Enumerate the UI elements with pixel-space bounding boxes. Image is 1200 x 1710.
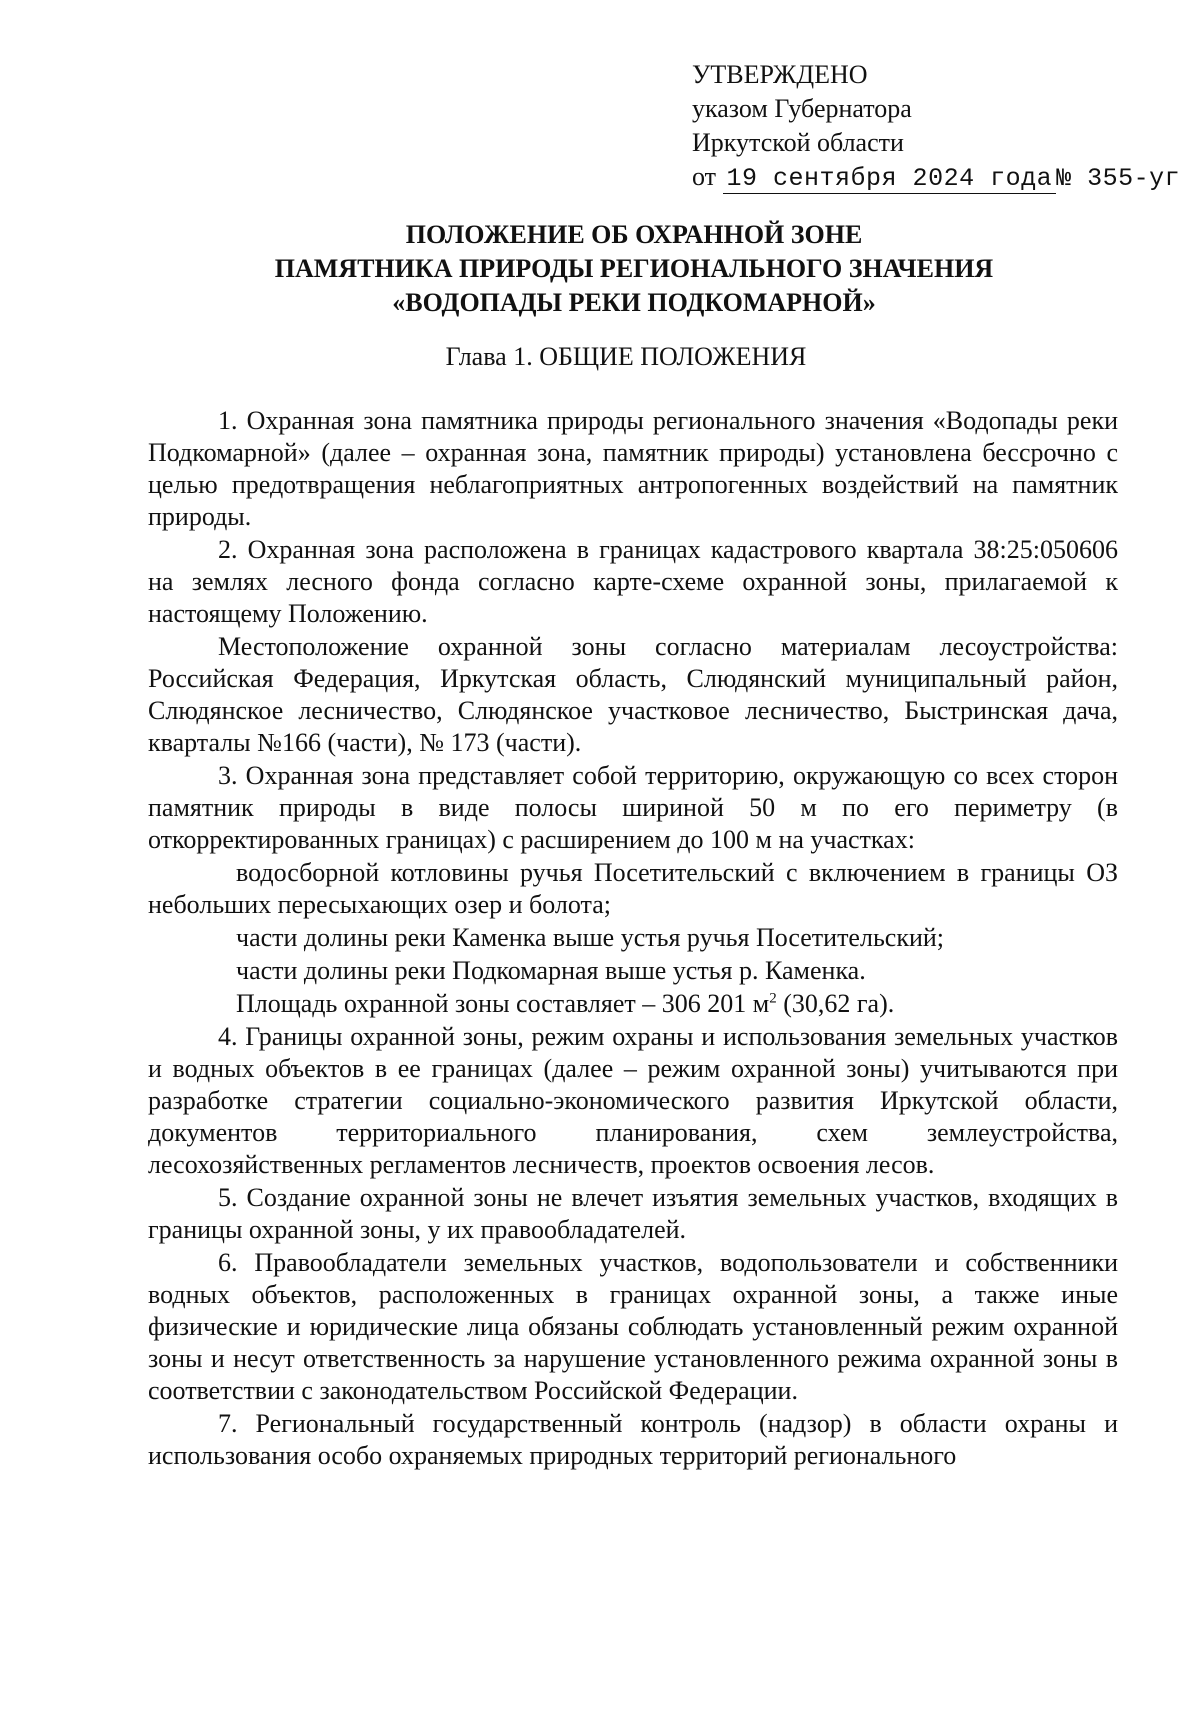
paragraph-2: 2. Охранная зона расположена в границах кадастрового квартала 38:25:050606 на землях лесного фонда согласно карте-схеме охранной зоны, прилагаемой к настоящему Положению.: [148, 535, 1118, 628]
approval-decree: указом Губернатора: [692, 94, 912, 123]
area-hectares: (30,62 га).: [776, 989, 895, 1018]
document-body: [148, 405, 1118, 1473]
title-line-2: ПАМЯТНИКА ПРИРОДЫ РЕГИОНАЛЬНОГО ЗНАЧЕНИЯ: [274, 254, 994, 283]
approval-region: Иркутской области: [692, 128, 904, 157]
area-text: Площадь охранной зоны составляет – 306 201 м: [236, 989, 770, 1018]
date-prefix: от: [692, 162, 717, 191]
approval-date: 19 сентября 2024 года: [723, 164, 1057, 194]
title-line-3: «ВОДОПАДЫ РЕКИ ПОДКОМАРНОЙ»: [392, 288, 876, 317]
paragraph-1: 1. Охранная зона памятника природы регионального значения «Водопады реки Подкомарной» (далее – охранная зона, памятник природы) установлена бессрочно с целью предотвращения неблагоприятных антропогенных воздействий на памятник природы.: [148, 406, 1118, 531]
list-item-podkomarnaya: части долины реки Подкомарная выше устья р. Каменка.: [236, 956, 866, 985]
approval-status: УТВЕРЖДЕНО: [692, 60, 868, 89]
area-superscript: 2: [769, 990, 777, 1007]
paragraph-6: 6. Правообладатели земельных участков, водопользователи и собственники водных объектов, расположенных в границах охранной зоны, а также иные физические и юридические лица обязаны соблюдать установленный режим охранной зоны и несут ответственность за нарушение установленного режима охранной зоны в соответствии с законодательством Российской Федерации.: [148, 1248, 1118, 1405]
chapter-heading: Глава 1. ОБЩИЕ ПОЛОЖЕНИЯ: [445, 342, 807, 371]
approval-number: № 355-уг: [1056, 164, 1181, 193]
paragraph-area: [148, 988, 1118, 1020]
paragraph-location: Местоположение охранной зоны согласно материалам лесоустройства: Российская Федерация, Иркутская область, Слюдянский муниципальный район, Слюдянское лесничество, Слюдянское участковое лесничество, Быстринская дача, кварталы №166 (части), № 173 (части).: [148, 632, 1118, 757]
list-item-basin: водосборной котловины ручья Посетительский с включением в границы ОЗ небольших пересыхающих озер и болота;: [148, 858, 1118, 919]
paragraph-7: 7. Региональный государственный контроль (надзор) в области охраны и использования особо охраняемых природных территорий регионального: [148, 1409, 1118, 1470]
approval-date-line: [692, 160, 1180, 196]
document-title: [0, 218, 1200, 320]
paragraph-4: 4. Границы охранной зоны, режим охраны и использования земельных участков и водных объектов в ее границах (далее – режим охранной зоны) учитываются при разработке стратегии социально-экономического развития Иркутской области, документов территориального планирования, схем землеустройства, лесохозяйственных регламентов лесничеств, проектов освоения лесов.: [148, 1022, 1118, 1179]
list-item-kamenka: части долины реки Каменка выше устья ручья Посетительский;: [236, 923, 945, 952]
title-line-1: ПОЛОЖЕНИЕ ОБ ОХРАННОЙ ЗОНЕ: [405, 220, 863, 249]
approval-block: [692, 58, 1180, 196]
paragraph-3: 3. Охранная зона представляет собой территорию, окружающую со всех сторон памятник природы в виде полосы шириной 50 м по его периметру (в откорректированных границах) с расширением до 100 м на участках:: [148, 761, 1118, 854]
paragraph-5: 5. Создание охранной зоны не влечет изъятия земельных участков, входящих в границы охранной зоны, у их правообладателей.: [148, 1183, 1118, 1244]
